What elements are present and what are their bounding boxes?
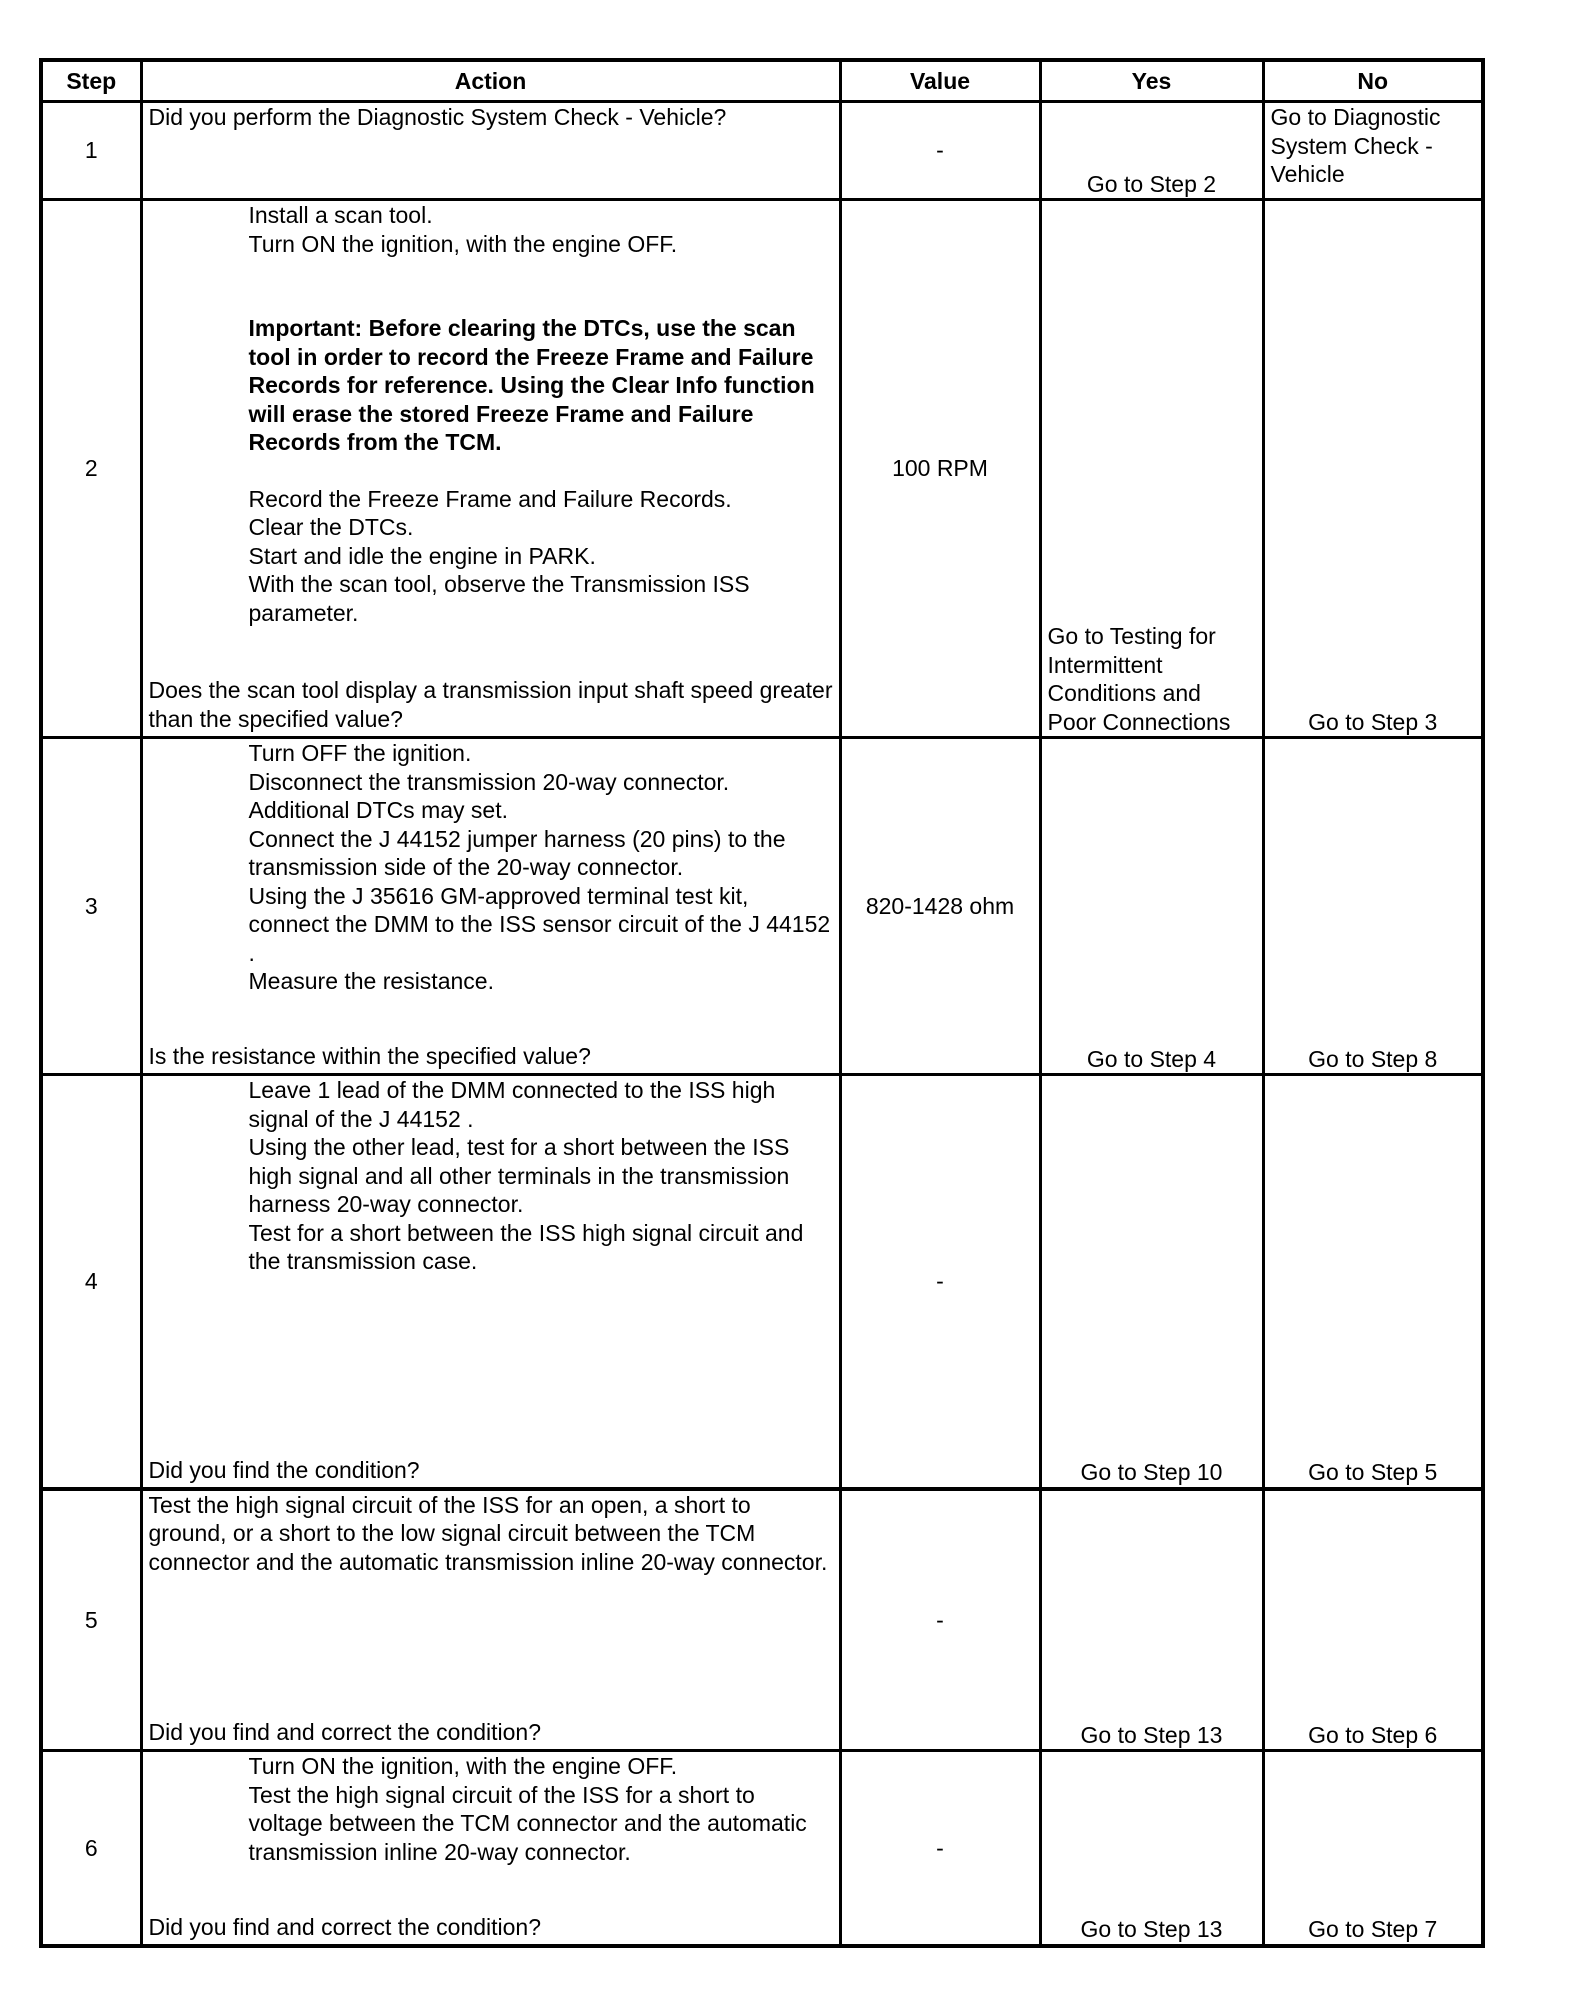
- value-cell: -: [840, 1489, 1040, 1751]
- value-cell: 100 RPM: [840, 200, 1040, 738]
- action-cell: [141, 1075, 840, 1489]
- table-row: [41, 1489, 1483, 1751]
- no-cell: Go to Step 3: [1263, 200, 1483, 738]
- step-number: 3: [41, 738, 141, 1075]
- instruction: Connect the J 44152 jumper harness (20 pins) to the transmission side of the 20-way connector.: [248, 825, 786, 880]
- value-cell: -: [840, 102, 1040, 200]
- header-no: No: [1263, 60, 1483, 102]
- instruction: Leave 1 lead of the DMM connected to the ISS high signal of the J 44152 .: [248, 1077, 776, 1132]
- action-question: Did you find and correct the condition?: [148, 1719, 542, 1745]
- instruction: Turn ON the ignition, with the engine OFF.: [248, 230, 678, 257]
- table-row: [41, 1751, 1483, 1946]
- yes-cell: Go to Step 13: [1040, 1489, 1263, 1751]
- no-cell: Go to Step 7: [1263, 1751, 1483, 1946]
- instruction-list: [249, 485, 833, 628]
- diagnostic-table: [39, 58, 1485, 1948]
- header-yes: Yes: [1040, 60, 1263, 102]
- instruction: Start and idle the engine in PARK.: [248, 542, 596, 569]
- action-text: Test the high signal circuit of the ISS for an open, a short to ground, or a short to the low signal circuit between the TCM connector and the automatic transmission inline 20-way connector.: [148, 1491, 828, 1575]
- value-cell: -: [840, 1075, 1040, 1489]
- important-note: Important: Before clearing the DTCs, use the scan tool in order to record the Freeze Frame and Failure Records for reference. Using the Clear Info function will erase the stored Freeze Frame and Failure Records from the TCM.: [248, 315, 815, 455]
- yes-cell: Go to Step 4: [1040, 738, 1263, 1075]
- table-row: [41, 1075, 1483, 1489]
- action-question: Did you find and correct the condition?: [148, 1913, 542, 1940]
- instruction-list: [249, 739, 833, 996]
- value-cell: -: [840, 1751, 1040, 1946]
- action-question: Did you find the condition?: [148, 1456, 420, 1483]
- instruction: Clear the DTCs.: [248, 514, 414, 540]
- action-question: Is the resistance within the specified value?: [148, 1042, 591, 1069]
- no-cell: Go to Step 8: [1263, 738, 1483, 1075]
- action-question: Does the scan tool display a transmission input shaft speed greater than the specified value?: [148, 677, 833, 732]
- action-cell: [141, 1489, 840, 1751]
- instruction: Using the other lead, test for a short between the ISS high signal and all other terminals in the transmission harness 20-way connector.: [248, 1134, 790, 1217]
- instruction-list: [249, 1752, 833, 1866]
- instruction: Record the Freeze Frame and Failure Records.: [248, 485, 732, 512]
- instruction-list: [249, 201, 833, 258]
- instruction: Test the high signal circuit of the ISS for a short to voltage between the TCM connector and the automatic transmission inline 20-way connector.: [248, 1781, 807, 1865]
- header-row: [41, 60, 1483, 102]
- table-row: [41, 200, 1483, 738]
- header-value: Value: [840, 60, 1040, 102]
- yes-cell: Go to Step 10: [1040, 1075, 1263, 1489]
- instruction: Turn OFF the ignition.: [248, 740, 472, 766]
- action-question: Did you perform the Diagnostic System Check - Vehicle?: [148, 104, 727, 130]
- no-cell: Go to Step 5: [1263, 1075, 1483, 1489]
- instruction: Install a scan tool.: [248, 202, 433, 228]
- step-number: 5: [41, 1489, 141, 1751]
- no-cell: Go to Step 6: [1263, 1489, 1483, 1751]
- instruction: Disconnect the transmission 20-way connector.: [248, 768, 730, 795]
- header-action: Action: [141, 60, 840, 102]
- step-number: 1: [41, 102, 141, 200]
- instruction: Using the J 35616 GM-approved terminal test kit, connect the DMM to the ISS sensor circuit of the J 44152 .: [248, 882, 831, 966]
- table-row: [41, 102, 1483, 200]
- action-cell: [141, 738, 840, 1075]
- step-number: 2: [41, 200, 141, 738]
- yes-cell: Go to Step 13: [1040, 1751, 1263, 1946]
- instruction: Turn ON the ignition, with the engine OFF.: [248, 1753, 678, 1779]
- step-number: 4: [41, 1075, 141, 1489]
- instruction: Measure the resistance.: [248, 968, 494, 994]
- action-cell: [141, 1751, 840, 1946]
- instruction-list: [249, 1076, 833, 1276]
- step-number: 6: [41, 1751, 141, 1946]
- no-cell: Go to Diagnostic System Check - Vehicle: [1263, 102, 1483, 200]
- yes-cell: Go to Step 2: [1040, 102, 1263, 200]
- yes-cell: Go to Testing for Intermittent Conditions and Poor Connections: [1040, 200, 1263, 738]
- instruction: Additional DTCs may set.: [248, 797, 508, 823]
- action-cell: [141, 200, 840, 738]
- instruction: Test for a short between the ISS high signal circuit and the transmission case.: [248, 1219, 804, 1274]
- action-cell: [141, 102, 840, 200]
- value-cell: 820-1428 ohm: [840, 738, 1040, 1075]
- instruction: With the scan tool, observe the Transmission ISS parameter.: [248, 571, 750, 626]
- header-step: Step: [41, 60, 141, 102]
- table-row: [41, 738, 1483, 1075]
